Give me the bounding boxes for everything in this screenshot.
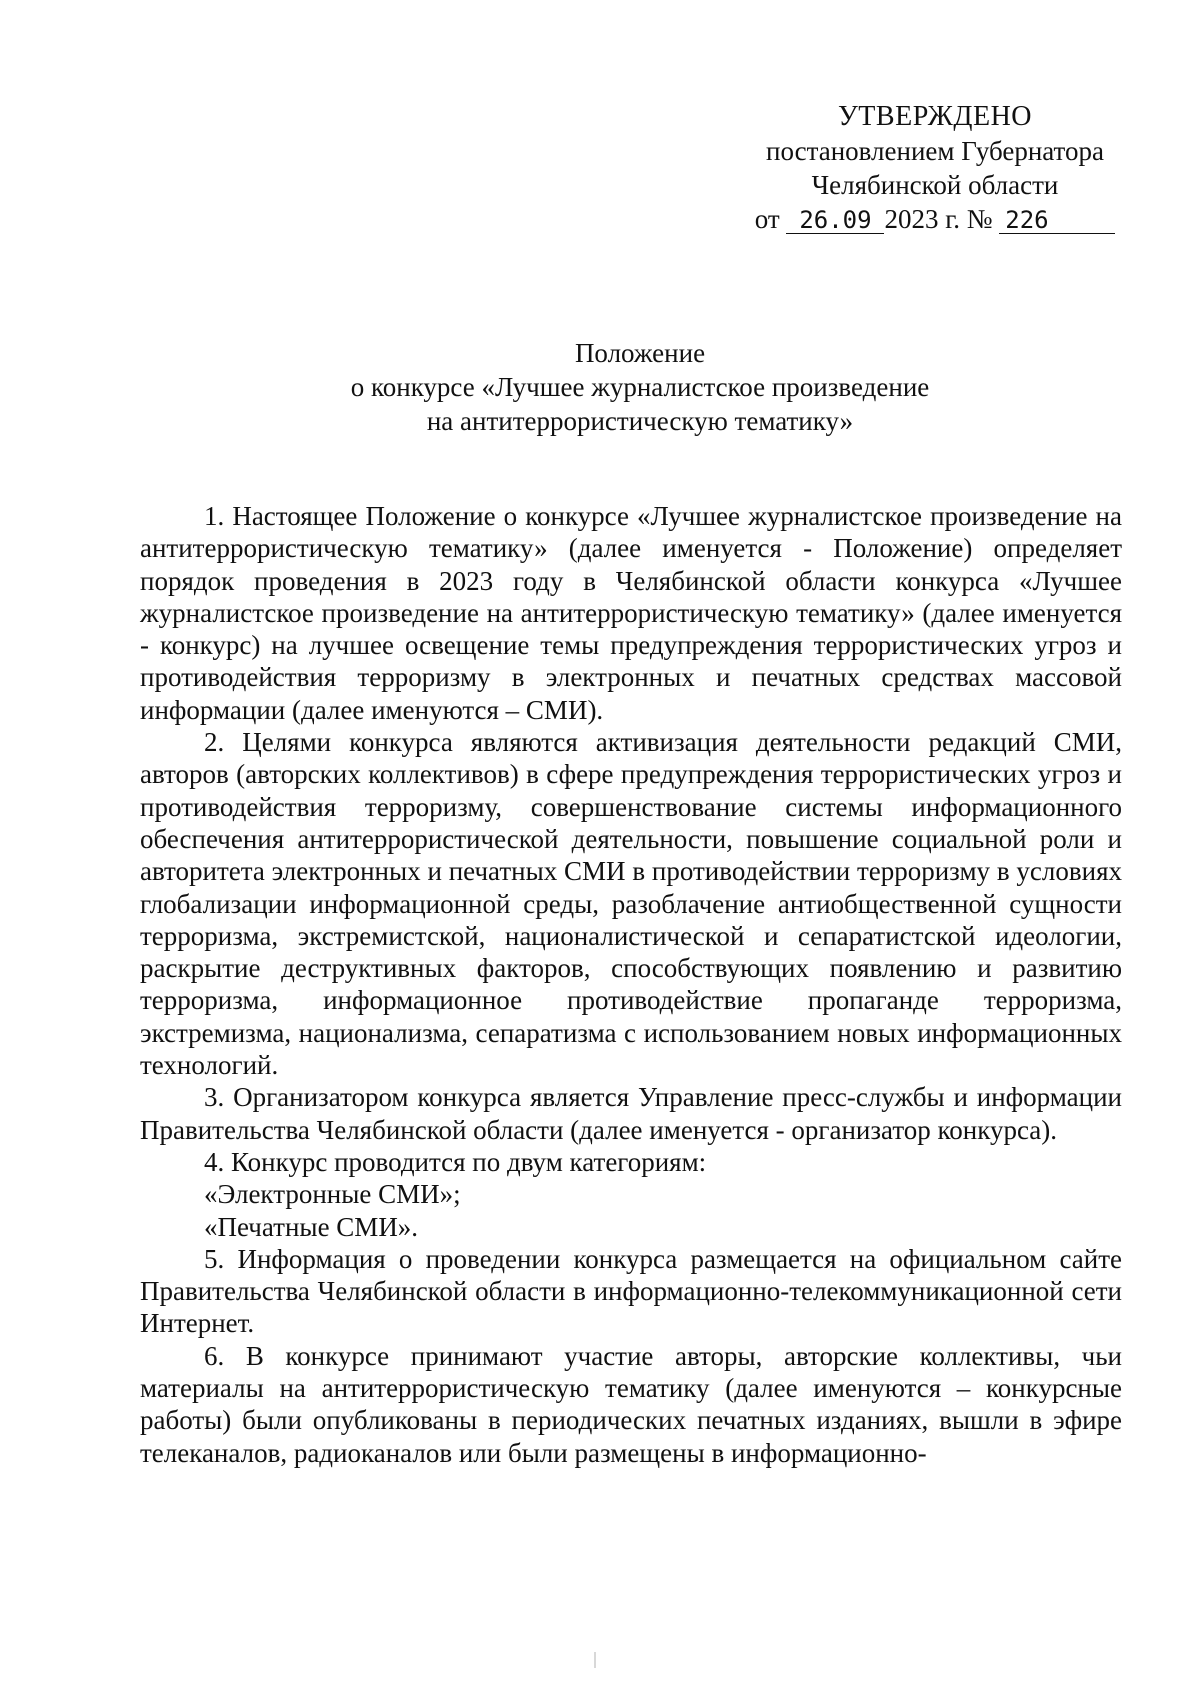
paragraph-6: 6. В конкурсе принимают участие авторы, авторские коллективы, чьи материалы на антитеррористическую тематику (далее именуются – конкурсные работы) были опубликованы в периодических печатных изданиях, вышли в эфире телеканалов, радиоканалов или были размещены в информационно-	[140, 1340, 1122, 1468]
paragraph-4: 4. Конкурс проводится по двум категориям:	[204, 1146, 707, 1177]
handwritten-number: 226	[999, 207, 1115, 234]
approval-line-2: Челябинской области	[811, 170, 1059, 200]
approval-heading: УТВЕРЖДЕНО	[837, 101, 1033, 132]
category-print: «Печатные СМИ».	[204, 1211, 419, 1242]
title-line-1: Положение	[574, 338, 706, 368]
document-body	[140, 500, 1122, 1469]
category-electronic: «Электронные СМИ»;	[204, 1179, 461, 1210]
approval-date-line	[740, 202, 1130, 236]
approval-line-1: постановлением Губернатора	[766, 136, 1104, 166]
page-bottom-mark	[594, 1652, 596, 1668]
paragraph-3: 3. Организатором конкурса является Управление пресс-службы и информации Правительства Челябинской области (далее именуется - организатор конкурса).	[140, 1082, 1122, 1145]
title-line-3: на антитеррористическую тематику»	[426, 406, 854, 436]
paragraph-2: 2. Целями конкурса являются активизация деятельности редакций СМИ, авторов (авторских коллективов) в сфере предупреждения террористических угроз и противодействия терроризму, совершенствование системы информационного обеспечения антитеррористической деятельности, повышение социальной роли и авторитета электронных и печатных СМИ в противодействии терроризму в условиях глобализации информационной среды, разоблачение антиобщественной сущности терроризма, экстремистской, националистической и сепаратистской идеологии, раскрытие деструктивных факторов, способствующих появлению и развитию терроризма, информационное противодействие пропаганде терроризма, экстремизма, национализма, сепаратизма с использованием новых информационных технологий.	[140, 727, 1122, 1081]
handwritten-date: 26.09	[786, 207, 884, 234]
paragraph-1: 1. Настоящее Положение о конкурсе «Лучшее журналистское произведение на антитеррористическую тематику» (далее именуется - Положение) определяет порядок проведения в 2023 году в Челябинской области конкурса «Лучшее журналистское произведение на антитеррористическую тематику» (далее именуется - конкурс) на лучшее освещение темы предупреждения террористических угроз и противодействия терроризму в электронных и печатных средствах массовой информации (далее именуются – СМИ).	[140, 501, 1122, 725]
title-line-2: о конкурсе «Лучшее журналистское произведение	[350, 372, 930, 402]
date-prefix: от	[754, 204, 780, 234]
approval-block	[740, 100, 1130, 236]
paragraph-5: 5. Информация о проведении конкурса размещается на официальном сайте Правительства Челябинской области в информационно-телекоммуникационной сети Интернет.	[140, 1243, 1122, 1339]
year-and-number-label: 2023 г. №	[884, 204, 993, 234]
document-title	[260, 336, 1020, 438]
